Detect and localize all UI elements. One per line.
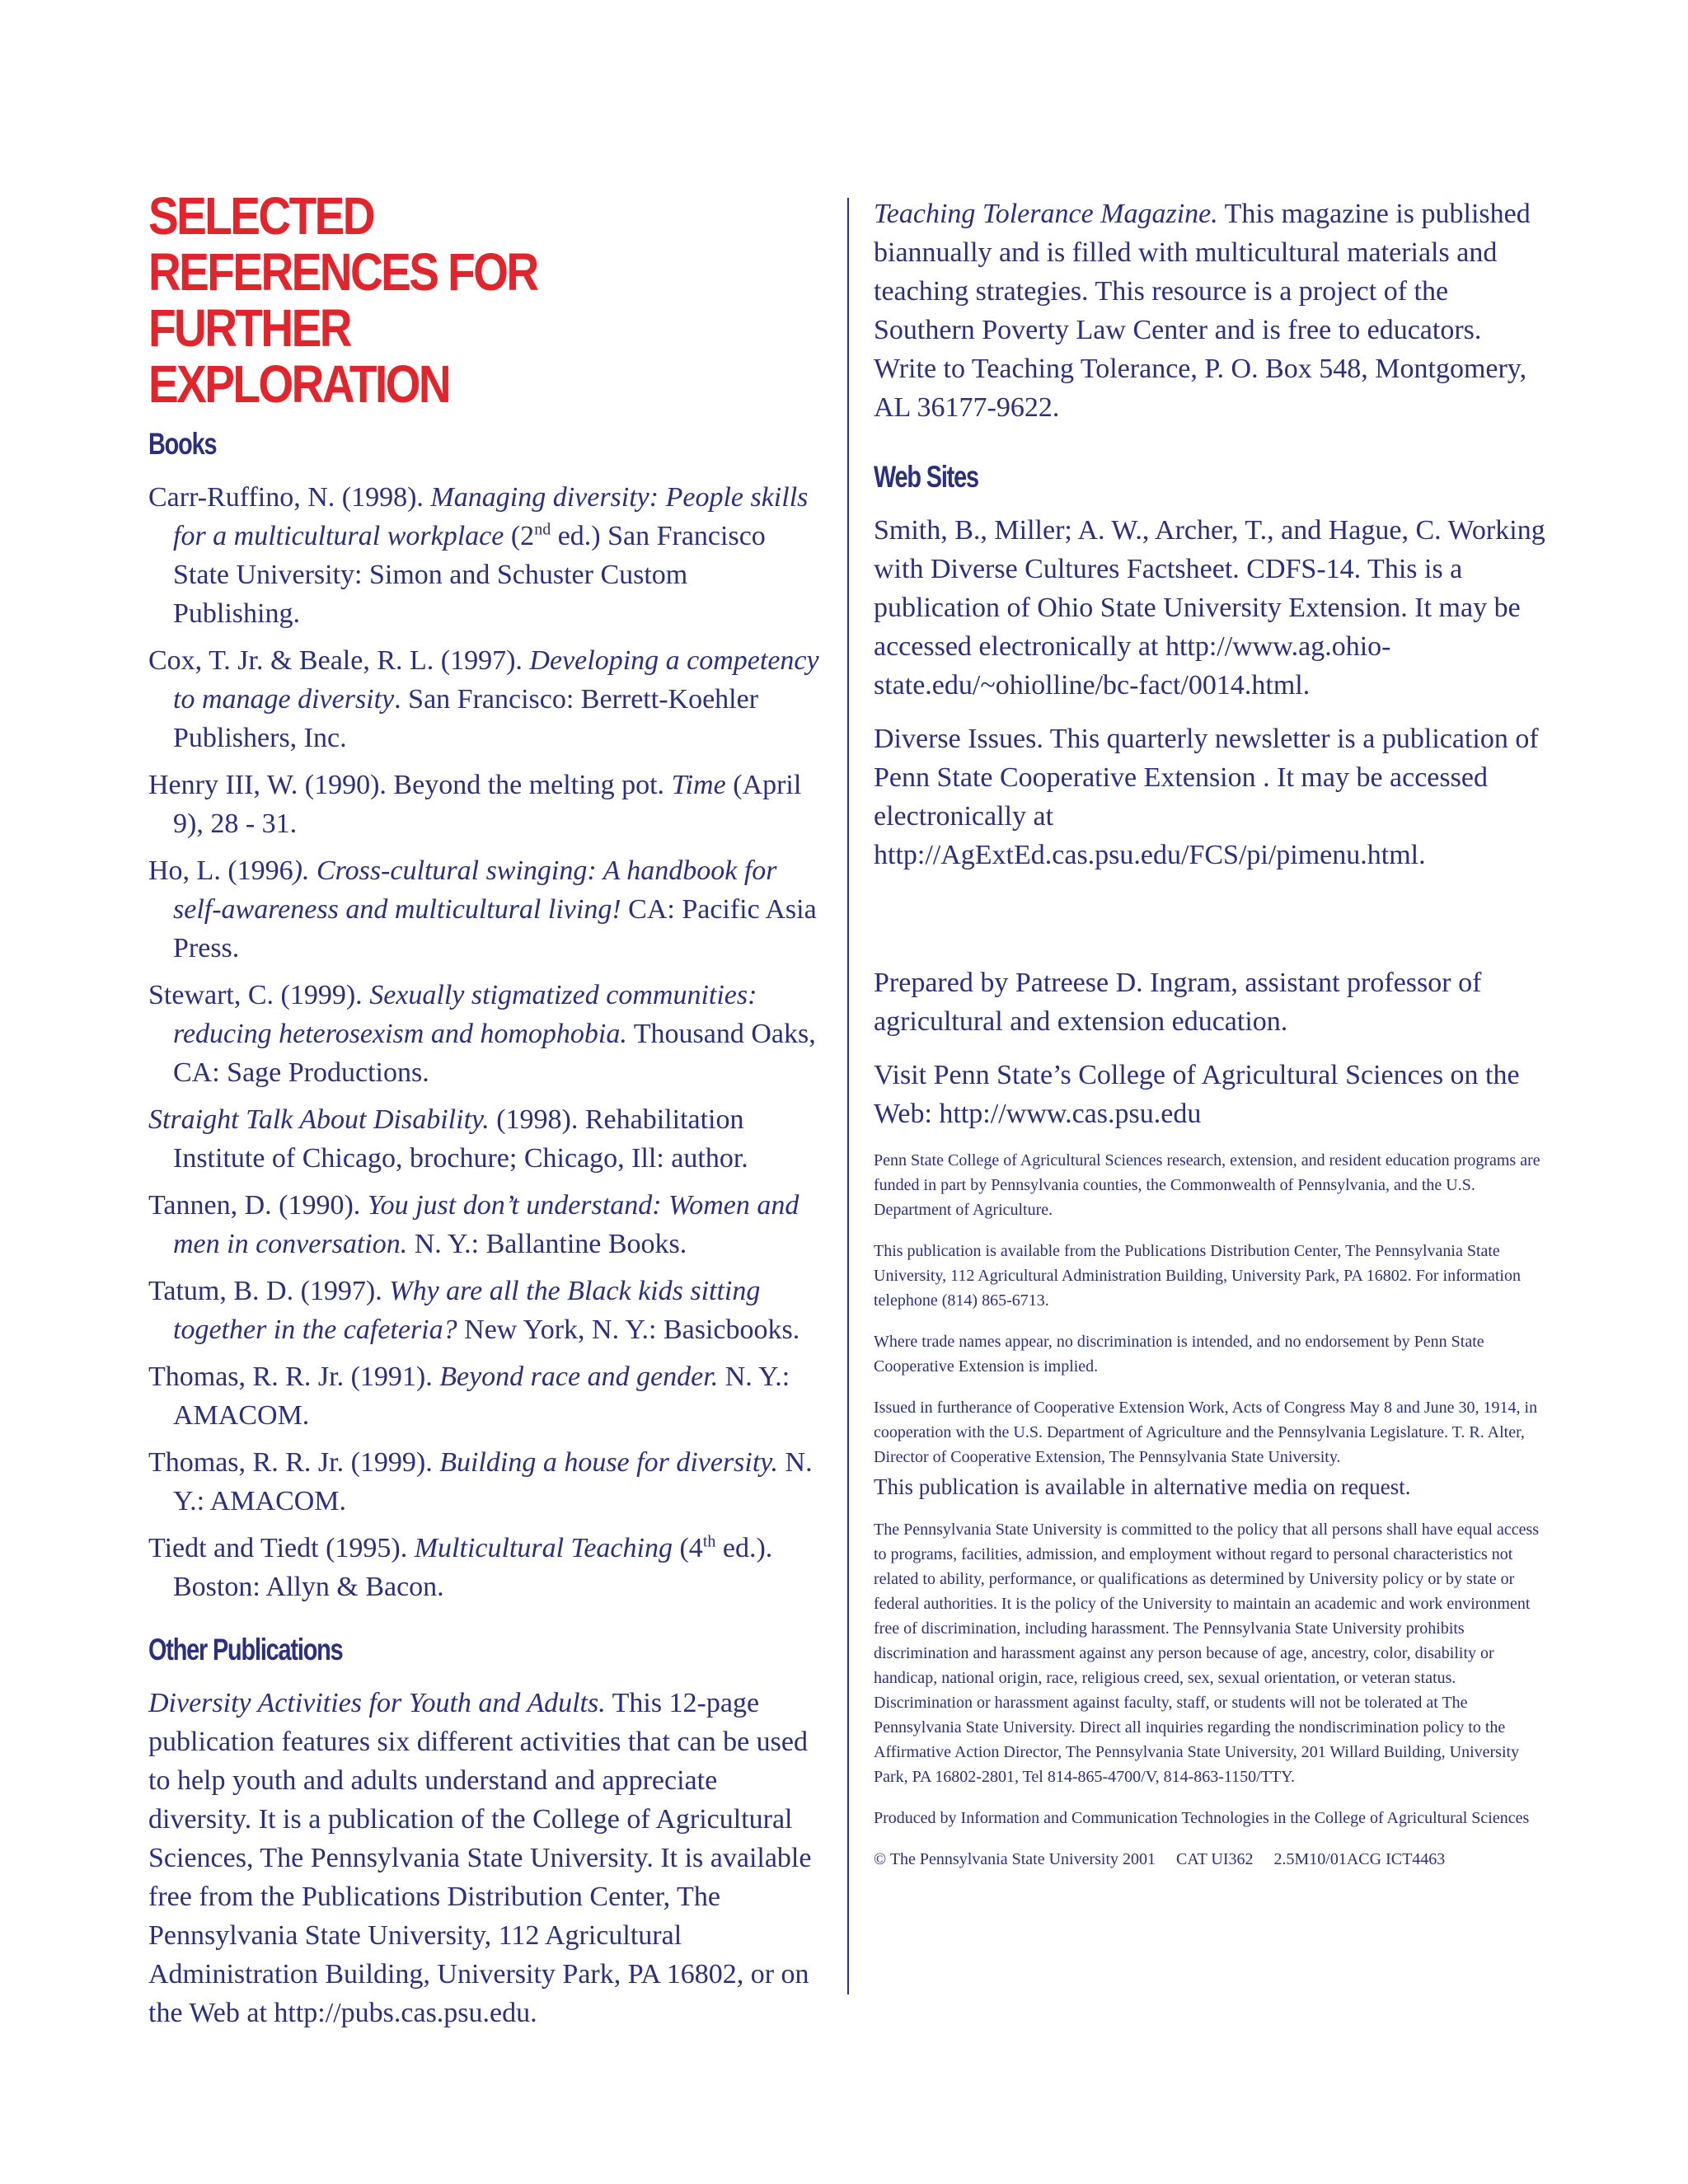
web-entry: Diverse Issues. This quarterly newsletter is a publication of Penn State Cooperative Extension . It may be accessed electronically at http://AgExtEd.cas.psu.edu/FCS/pi/pimenu.html. — [874, 724, 1539, 870]
prepared-by: Prepared by Patreese D. Ingram, assistant professor of agricultural and extension education. — [874, 968, 1482, 1037]
nondiscrimination-policy: The Pennsylvania State University is committed to the policy that all persons shall have equal access to programs, facilities, admission, and employment without regard to personal characteristics not related to ability, performance, or qualifications as determined by University policy or by state or federal authorities. It is the policy of the University to maintain an academic and work environment free of discrimination, including harassment. The Pennsylvania State University prohibits discrimination and harassment against any person because of age, ancestry, color, disability or handicap, national origin, race, religious creed, sex, sexual orientation, or veteran status. Discrimination or harassment against faculty, staff, or students will not be tolerated at The Pennsylvania State University. Direct all inquiries regarding the nondiscrimination policy to the Affirmative Action Director, The Pennsylvania State University, 201 Willard Building, University Park, PA 16802-2801, Tel 814-865-4700/V, 814-863-1150/TTY. — [874, 1521, 1540, 1786]
trade-names-notice: Where trade names appear, no discrimination is intended, and no endorsement by Penn State Cooperative Extension is implied. — [874, 1333, 1484, 1376]
funding-notice: Penn State College of Agricultural Sciences research, extension, and resident education programs are funded in part by Pennsylvania counties, the Commonwealth of Pennsylvania, and the U.S. Department of Agriculture. — [874, 1151, 1540, 1219]
column-divider — [847, 198, 849, 1994]
alternative-media-notice: This publication is available in alternative media on request. — [874, 1474, 1411, 1499]
section-heading-web-sites: Web Sites — [874, 460, 978, 494]
visit-web: Visit Penn State’s College of Agricultural Sciences on the Web: http://www.cas.psu.edu — [874, 1060, 1520, 1129]
web-entry: Smith, B., Miller; A. W., Archer, T., and Hague, C. Working with Diverse Cultures Factsheet. CDFS-14. This is a publication of Ohio State University Extension. It may be accessed electronically at http://www.ag.ohio-state.edu/~ohiolline/bc-fact/0014.html. — [874, 515, 1545, 701]
page-title: SELECTED REFERENCES FOR FURTHER EXPLORATION — [148, 186, 537, 414]
section-heading-other-publications: Other Publications — [148, 1633, 343, 1666]
right-column — [874, 194, 1550, 1888]
books-list — [148, 478, 820, 1606]
reference-item: Carr-Ruffino, N. (1998). Managing diversity: People skills for a multicultural workplace (2nd ed.) San Francisco State University: Simon and Schuster Custom Publishing. — [148, 482, 809, 629]
magazine-entry: Teaching Tolerance Magazine. This magazine is published biannually and is filled with multicultural materials and teaching strategies. This resource is a project of the Southern Poverty Law Center and is free to educators. Write to Teaching Tolerance, P. O. Box 548, Montgomery, AL 36177-9622. — [874, 199, 1531, 423]
reference-item: Thomas, R. R. Jr. (1999). Building a house for diversity. N. Y.: AMACOM. — [148, 1447, 813, 1516]
reference-item: Tannen, D. (1990). You just don’t understand: Women and men in conversation. N. Y.: Ballantine Books. — [148, 1190, 799, 1259]
cooperative-extension-notice: Issued in furtherance of Cooperative Extension Work, Acts of Congress May 8 and June 30, 1914, in cooperation with the U.S. Department of Agriculture and the Pennsylvania Legislature. T. R. Alter, Director of Cooperative Extension, The Pennsylvania State University. — [874, 1399, 1538, 1466]
reference-item: Cox, T. Jr. & Beale, R. L. (1997). Developing a competency to manage diversity. San Francisco: Berrett-Koehler Publishers, Inc. — [148, 645, 819, 753]
reference-item: Ho, L. (1996). Cross-cultural swinging: A handbook for self-awareness and multicultural living! CA: Pacific Asia Press. — [148, 855, 817, 963]
reference-item: Henry III, W. (1990). Beyond the melting pot. Time (April 9), 28 - 31. — [148, 770, 802, 839]
reference-item: Thomas, R. R. Jr. (1991). Beyond race and gender. N. Y.: AMACOM. — [148, 1361, 790, 1431]
section-heading-books: Books — [148, 427, 217, 461]
reference-item: Tiedt and Tiedt (1995). Multicultural Teaching (4th ed.). Boston: Allyn & Bacon. — [148, 1532, 773, 1602]
reference-item: Tatum, B. D. (1997). Why are all the Black kids sitting together in the cafeteria? New York, N. Y.: Basicbooks. — [148, 1276, 800, 1345]
produced-by: Produced by Information and Communication Technologies in the College of Agricultural Sciences — [874, 1809, 1530, 1827]
other-publication-entry: Diversity Activities for Youth and Adults. This 12-page publication features six different activities that can be used to help youth and adults understand and appreciate diversity. It is a publication of the College of Agricultural Sciences, The Pennsylvania State University. It is available free from the Publications Distribution Center, The Pennsylvania State University, 112 Agricultural Administration Building, University Park, PA 16802, or on the Web at http://pubs.cas.psu.edu. — [148, 1688, 812, 2028]
copyright-line: © The Pennsylvania State University 2001 CAT UI362 2.5M10/01ACG ICT4463 — [874, 1850, 1446, 1868]
reference-item: Stewart, C. (1999). Sexually stigmatized communities: reducing heterosexism and homophobia. Thousand Oaks, CA: Sage Productions. — [148, 980, 816, 1088]
availability-notice: This publication is available from the Publications Distribution Center, The Pennsylvania State University, 112 Agricultural Administration Building, University Park, PA 16802. For information telephone (814) 865-6713. — [874, 1242, 1521, 1310]
reference-item: Straight Talk About Disability. (1998). Rehabilitation Institute of Chicago, brochure; Chicago, Ill: author. — [148, 1104, 748, 1174]
left-column — [148, 188, 820, 2047]
